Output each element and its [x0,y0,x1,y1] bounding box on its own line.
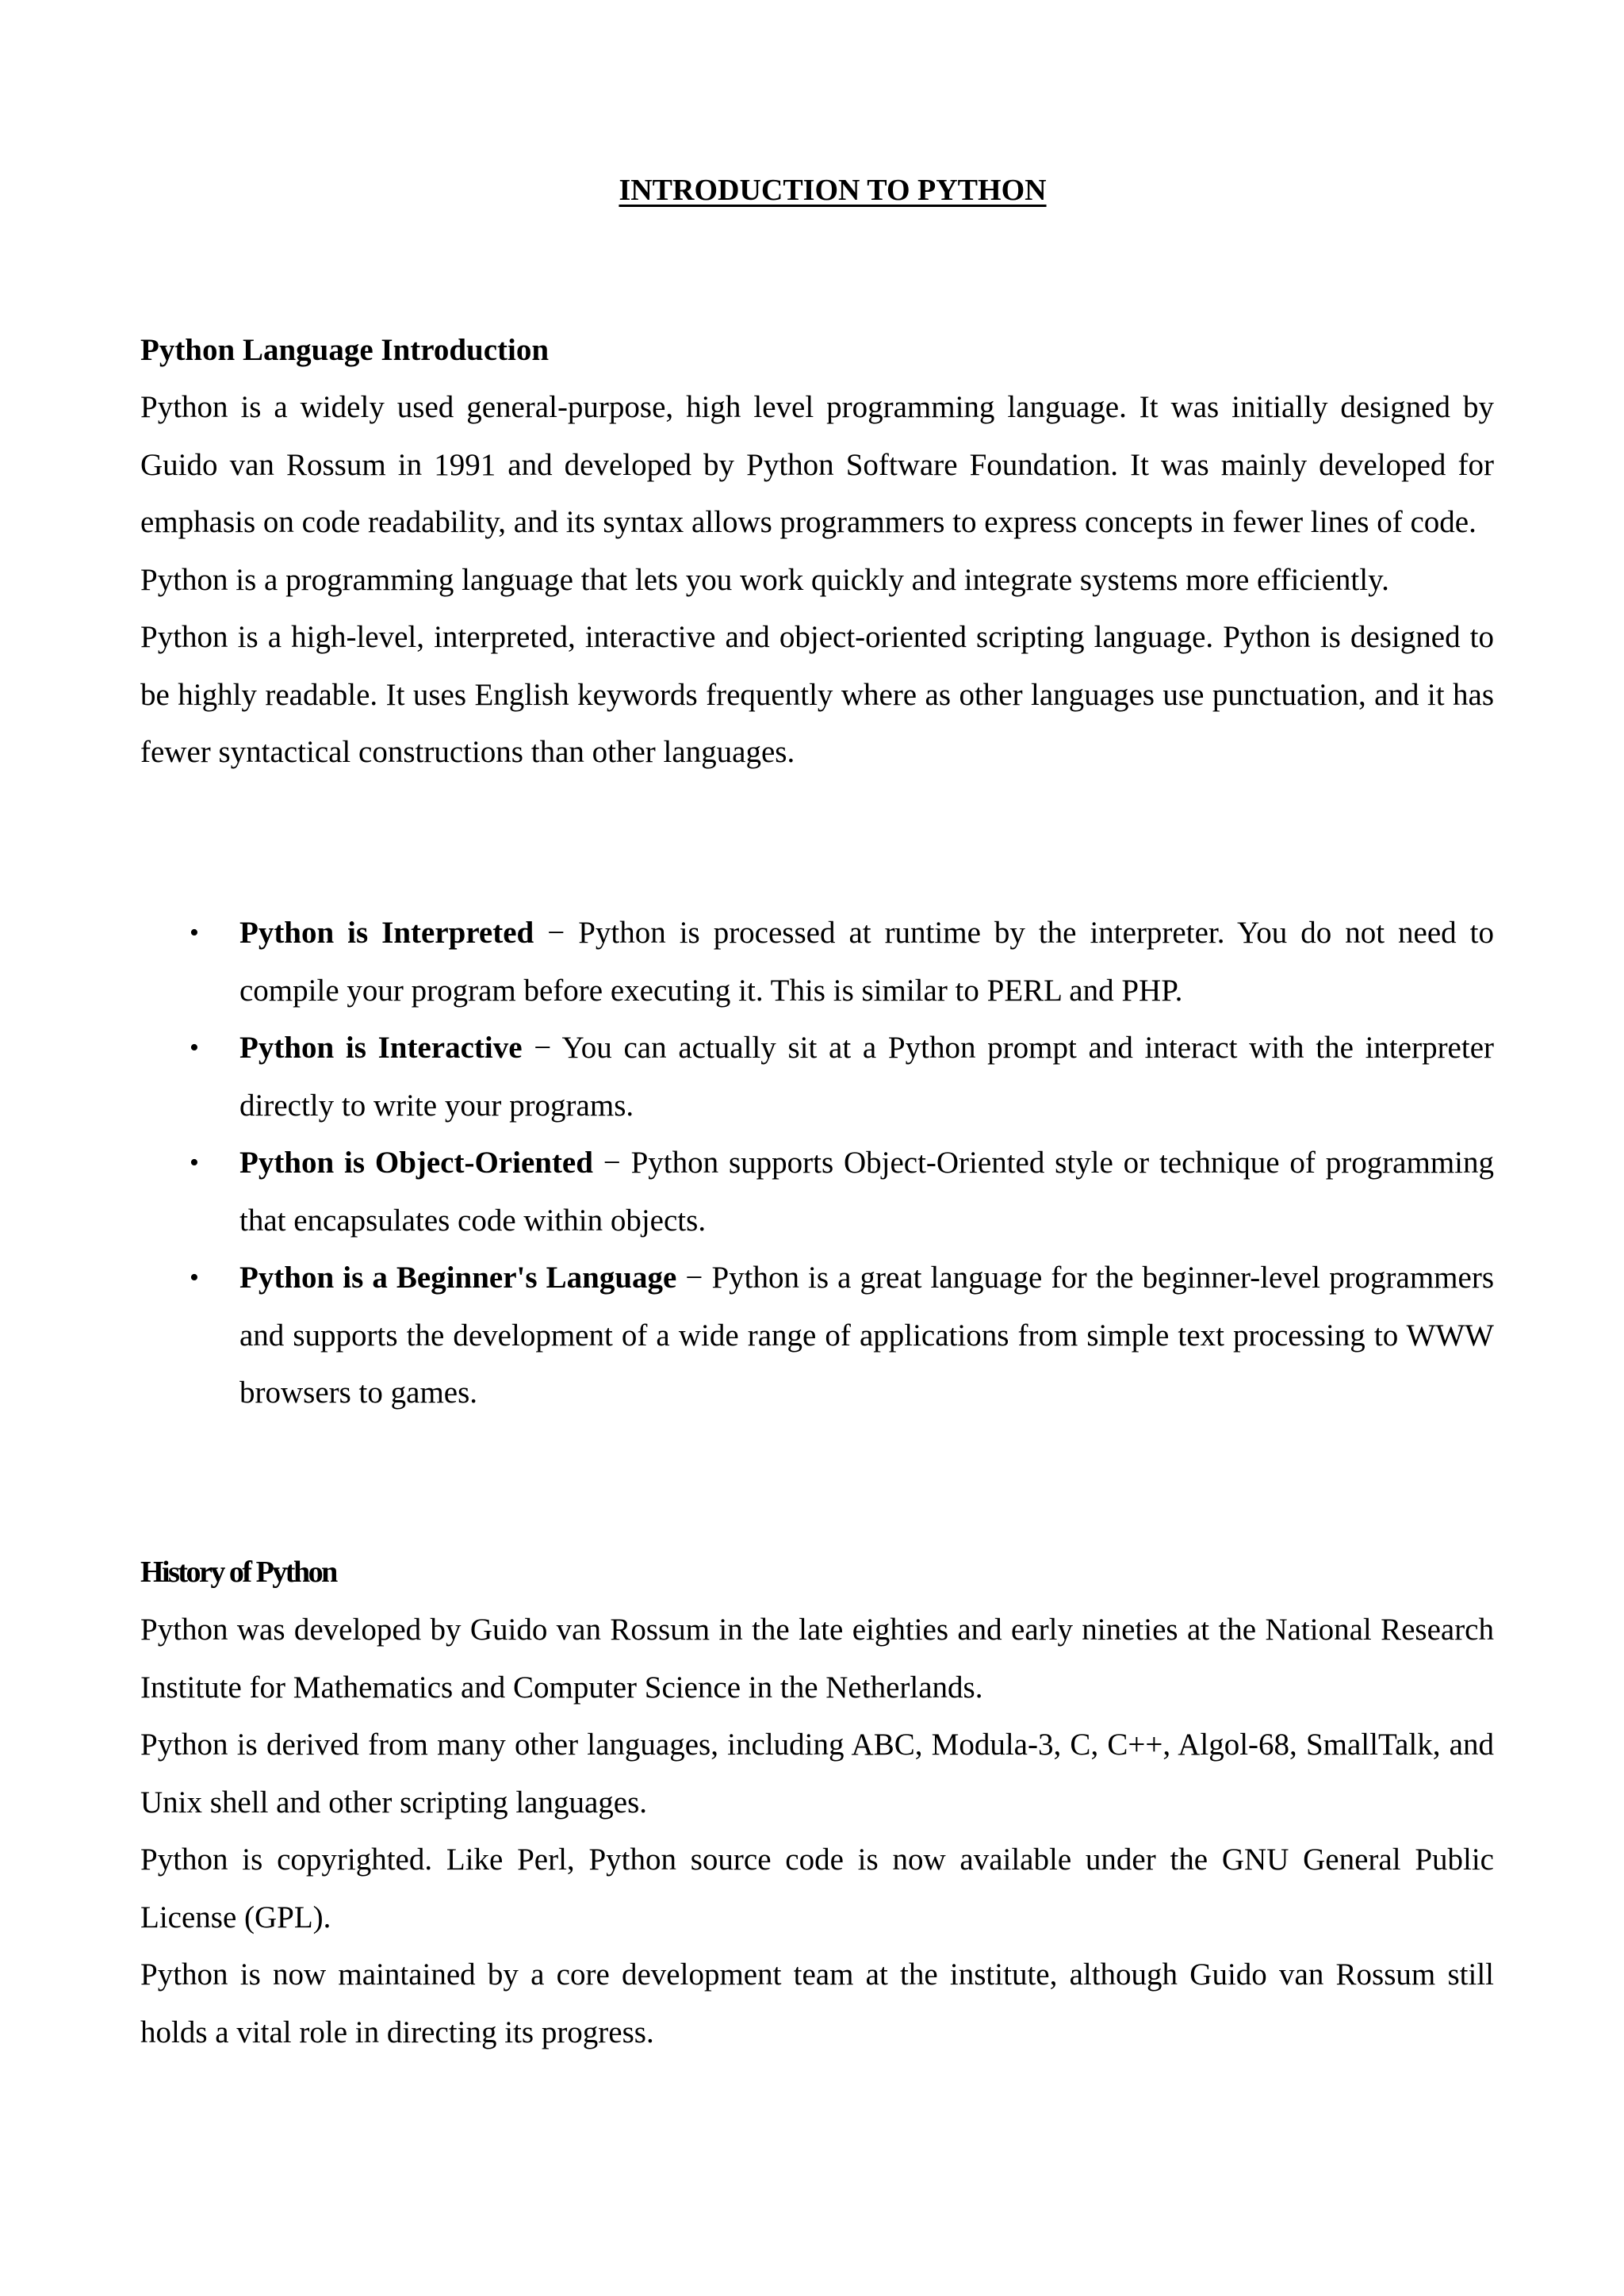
feature-item [140,1020,1494,1135]
intro-heading: Python Language Introduction [140,333,550,367]
intro-paragraph: Python is a programming language that lets you work quickly and integrate systems more efficiently. [140,562,1389,597]
feature-text: − You can actually sit at a Python prompt and interact with the interpreter directly to write your programs. [239,1031,1494,1123]
history-paragraph: Python is copyrighted. Like Perl, Python source code is now available under the GNU General Public License (GPL). [140,1843,1494,1934]
feature-term: Python is Interactive [239,1031,523,1065]
history-paragraph: Python is now maintained by a core development team at the institute, although Guido van Rossum still holds a vital role in directing its progress. [140,1957,1494,2049]
bullet-icon: • [190,1148,199,1177]
feature-text: − Python supports Object-Oriented style or technique of programming that encapsulates code within objects. [239,1146,1494,1238]
page-title: INTRODUCTION TO PYTHON [619,174,1047,207]
history-section [140,1544,1494,2061]
feature-item [140,1249,1494,1422]
intro-paragraph: Python is a widely used general-purpose, high level programming language. It was initially designed by Guido van Rossum in 1991 and developed by Python Software Foundation. It was mainly developed for emphasis on code readability, and its syntax allows programmers to express concepts in fewer lines of code. [140,390,1494,539]
feature-text: − Python is a great language for the beginner-level programmers and supports the development of a wide range of applications from simple text processing to WWW browsers to games. [239,1261,1494,1410]
bullet-icon: • [190,918,199,947]
feature-term: Python is a Beginner's Language [239,1261,677,1295]
feature-term: Python is Object-Oriented [239,1146,593,1180]
intro-section [140,321,1494,782]
feature-item [140,905,1494,1020]
bullet-icon: • [190,1263,199,1292]
intro-paragraph: Python is a high-level, interpreted, interactive and object-oriented scripting language. Python is designed to be highly readable. It uses English keywords frequently where as other languages use punctuation, and it has fewer syntactical constructions than other languages. [140,620,1494,769]
history-heading: History of Python [140,1556,336,1589]
history-paragraph: Python was developed by Guido van Rossum in the late eighties and early nineties at the National Research Institute for Mathematics and Computer Science in the Netherlands. [140,1613,1494,1705]
feature-text: − Python is processed at runtime by the interpreter. You do not need to compile your program before executing it. This is similar to PERL and PHP. [239,916,1494,1008]
bullet-icon: • [190,1033,199,1062]
feature-list [140,905,1494,1422]
feature-item [140,1135,1494,1249]
history-paragraph: Python is derived from many other languages, including ABC, Modula-3, C, C++, Algol-68, SmallTalk, and Unix shell and other scripting languages. [140,1728,1494,1820]
feature-term: Python is Interpreted [239,916,534,950]
